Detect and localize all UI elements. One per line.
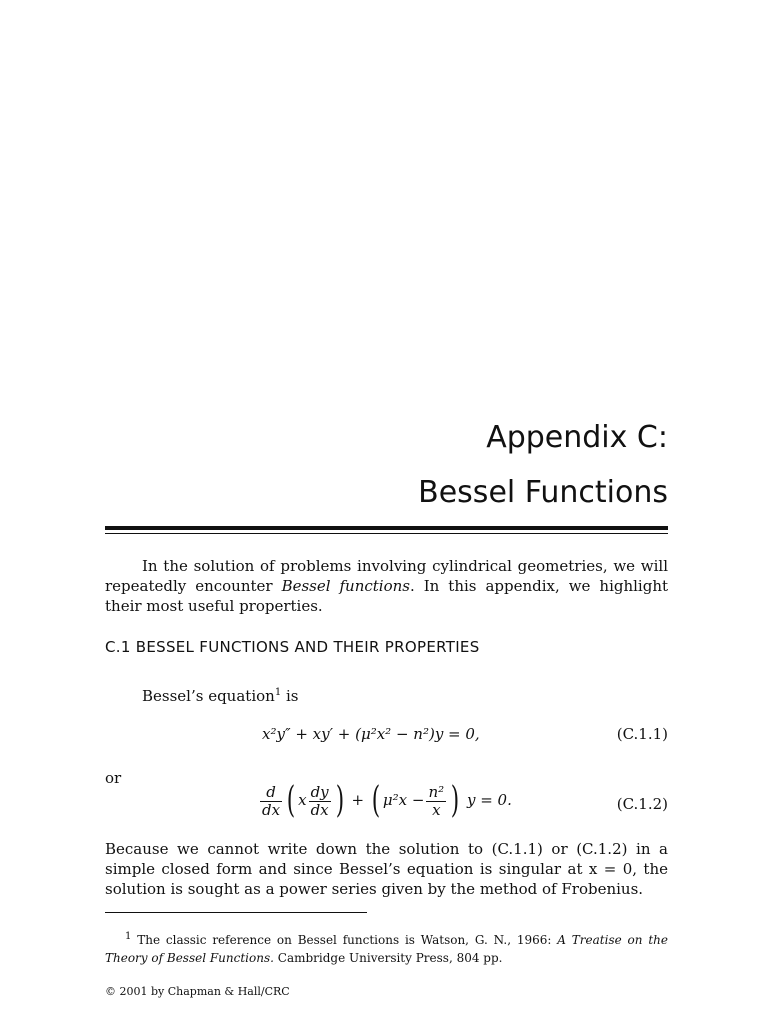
copyright-notice: © 2001 by Chapman & Hall/CRC xyxy=(105,985,290,998)
mu-term: μ²x − xyxy=(382,791,425,809)
footnote-mark: 1 xyxy=(274,687,282,698)
intro-text-before: In the solution of problems involving cylindrical geometries, we will repeatedly encounter xyxy=(105,557,668,595)
right-paren: ) xyxy=(335,780,344,821)
title-rule-thin xyxy=(105,533,668,534)
lead-after: is xyxy=(281,687,299,705)
equation-connector: or xyxy=(105,769,122,787)
footnote-book-title: A Treatise on the Theory of Bessel Functions. xyxy=(105,933,668,965)
intro-emphasis: Bessel functions xyxy=(281,577,410,595)
left-paren: ( xyxy=(286,780,296,821)
intro-text-after: . In this appendix, we highlight their most useful properties. xyxy=(105,577,669,615)
n2-numerator: n² xyxy=(428,782,445,801)
footnote-number: 1 xyxy=(125,931,132,942)
intro-paragraph xyxy=(105,556,668,616)
equation-c11-number: (C.1.1) xyxy=(616,725,668,743)
x-factor: x xyxy=(298,791,307,809)
title-rule-thick xyxy=(105,526,668,530)
equation-c11 xyxy=(262,725,480,743)
dy-numerator: dy xyxy=(310,782,329,801)
equation-c12-tail: y = 0. xyxy=(466,791,512,809)
footnote-rule xyxy=(105,912,367,913)
body-paragraph: Because we cannot write down the solution to (C.1.1) or (C.1.2) in a simple closed form and since Bessel’s equation is singular at x = 0, the solution is sought as a power series given by the method of Frobenius. xyxy=(105,840,668,898)
footnote-text-after: Cambridge University Press, 804 pp. xyxy=(273,951,503,965)
right-paren-2: ) xyxy=(450,780,460,821)
x-denominator: x xyxy=(432,800,441,819)
dy-dx-fraction xyxy=(309,784,331,819)
equation-c12-number: (C.1.2) xyxy=(616,795,668,813)
section-heading: C.1 BESSEL FUNCTIONS AND THEIR PROPERTIES xyxy=(105,638,480,656)
equation-c11-body: x²y″ + xy′ + (μ²x² − n²)y = 0, xyxy=(262,725,480,743)
d-numerator: d xyxy=(260,784,282,802)
n2-x-fraction xyxy=(426,784,446,819)
footnote-text-before: The classic reference on Bessel functions is Watson, G. N., 1966: xyxy=(131,933,558,947)
plus-sign: + xyxy=(351,791,365,809)
footnote xyxy=(105,928,668,967)
appendix-label: Appendix C: xyxy=(486,420,668,455)
appendix-title: Bessel Functions xyxy=(418,475,668,510)
dx-denominator-2: dx xyxy=(310,800,329,819)
lead-sentence xyxy=(142,683,662,706)
d-dx-fraction xyxy=(260,784,282,819)
dx-denominator: dx xyxy=(262,800,281,819)
lead-text: Bessel’s equation xyxy=(142,687,275,705)
equation-c12 xyxy=(258,780,512,821)
left-paren-2: ( xyxy=(371,780,381,821)
